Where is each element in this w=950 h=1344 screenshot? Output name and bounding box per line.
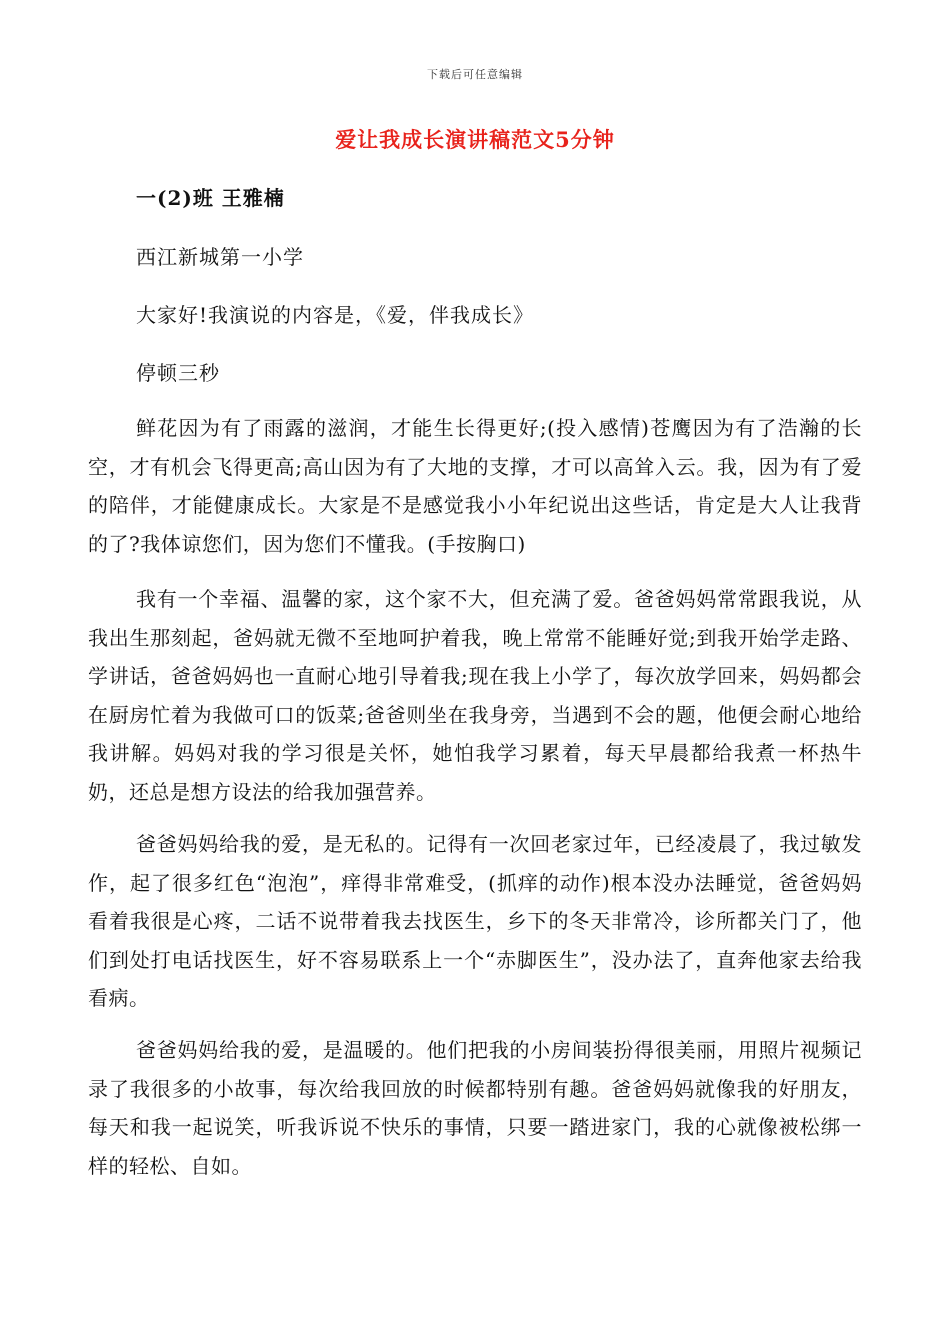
body-paragraph-3: 爸爸妈妈给我的爱，是无私的。记得有一次回老家过年，已经凌晨了，我过敏发作，起了很多红色“泡泡”，痒得非常难受，(抓痒的动作)根本没办法睡觉，爸爸妈妈看着我很是心疼，二话不说带着我去找医生，乡下的冬天非常冷，诊所都关门了，他们到处打电话找医生，好不容易联系上一个“赤脚医生”，没办法了，直奔他家去给我看病。	[88, 832, 862, 1010]
greeting-line: 大家好!我演说的内容是，《爱，伴我成长》	[136, 303, 535, 327]
body-paragraph-1: 鲜花因为有了雨露的滋润，才能生长得更好;(投入感情)苍鹰因为有了浩瀚的长空，才有机会飞得更高;高山因为有了大地的支撑，才可以高耸入云。我，因为有了爱的陪伴，才能健康成长。大家是不是感觉我小小年纪说出这些话，肯定是大人让我背的了?我体谅您们，因为您们不懂我。(手按胸口)	[88, 416, 862, 556]
author-byline: 一(2)班 王雅楠	[136, 186, 285, 210]
stage-direction: 停顿三秒	[136, 361, 220, 385]
body-paragraph-2: 我有一个幸福、温馨的家，这个家不大，但充满了爱。爸爸妈妈常常跟我说，从我出生那刻起，爸妈就无微不至地呵护着我，晚上常常不能睡好觉;到我开始学走路、学讲话，爸爸妈妈也一直耐心地引导着我;现在我上小学了，每次放学回来，妈妈都会在厨房忙着为我做可口的饭菜;爸爸则坐在我身旁，当遇到不会的题，他便会耐心地给我讲解。妈妈对我的学习很是关怀，她怕我学习累着，每天早晨都给我煮一杯热牛奶，还总是想方设法的给我加强营养。	[88, 587, 862, 804]
school-name: 西江新城第一小学	[136, 245, 304, 269]
body-paragraph-4: 爸爸妈妈给我的爱，是温暖的。他们把我的小房间装扮得很美丽，用照片视频记录了我很多的小故事，每次给我回放的时候都特别有趣。爸爸妈妈就像我的好朋友，每天和我一起说笑，听我诉说不快乐的事情，只要一踏进家门，我的心就像被松绑一样的轻松、自如。	[88, 1038, 862, 1178]
document-title: 爱让我成长演讲稿范文5分钟	[335, 127, 615, 152]
header-note: 下载后可任意编辑	[427, 68, 523, 81]
